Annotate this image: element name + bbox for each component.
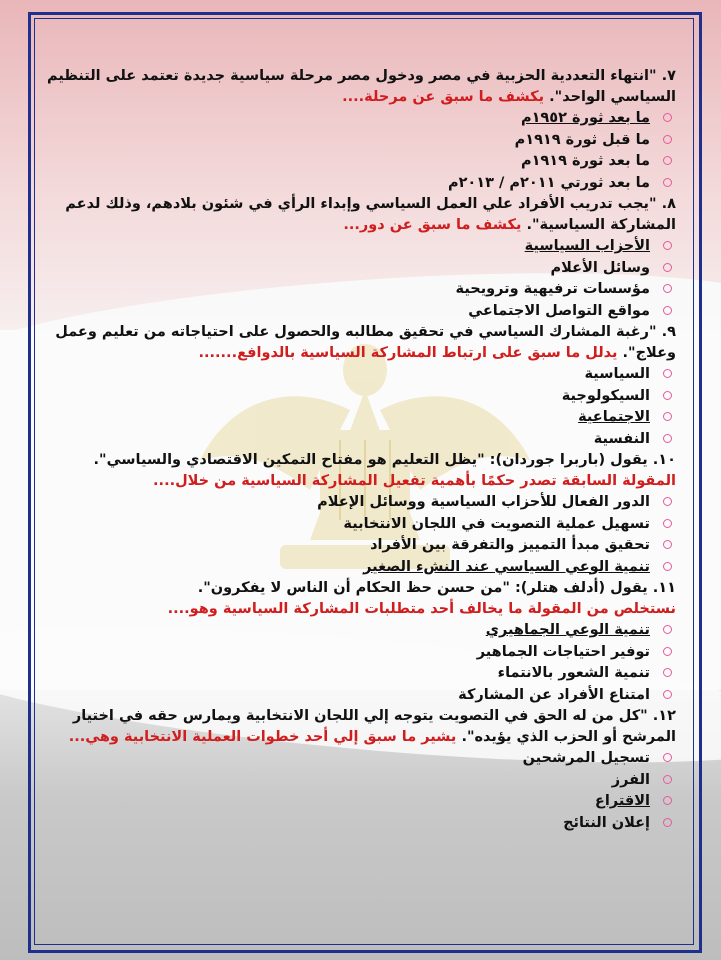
answer-option[interactable]: تنمية الوعي الجماهيري bbox=[46, 620, 676, 642]
answer-option[interactable]: السيكولوجية bbox=[46, 386, 676, 408]
question-hint: يشير ما سبق إلي أحد خطوات العملية الانتخابية وهي... bbox=[68, 729, 457, 745]
answer-option[interactable]: تنمية الشعور بالانتماء bbox=[46, 663, 676, 685]
question-text: ١٠. يقول (باربرا جوردان): "يظل التعليم هو مفتاح التمكين الاقتصادي والسياسي". bbox=[93, 452, 676, 468]
answer-option[interactable]: النفسية bbox=[46, 429, 676, 451]
answer-option[interactable]: تنمية الوعي السياسي عند النشء الصغير bbox=[46, 557, 676, 579]
question-7 bbox=[46, 66, 676, 194]
question-12 bbox=[46, 706, 676, 834]
radio-circle-icon[interactable] bbox=[663, 562, 672, 571]
radio-circle-icon[interactable] bbox=[663, 540, 672, 549]
question-text: ٩. "رغبة المشارك السياسي في تحقيق مطالبه والحصول على احتياجاته من تعليم وعمل وعلاج". يدلل ما سبق على ارتباط المشاركة السياسية بالدوافع....... bbox=[55, 324, 676, 361]
question-number: ٧. bbox=[661, 68, 676, 84]
radio-circle-icon[interactable] bbox=[663, 753, 672, 762]
radio-circle-icon[interactable] bbox=[663, 241, 672, 250]
question-number: ١٢. bbox=[652, 708, 676, 724]
answer-option[interactable]: تحقيق مبدأ التمييز والتفرقة بين الأفراد bbox=[46, 535, 676, 557]
answer-option[interactable]: ما قبل ثورة ١٩١٩م bbox=[46, 130, 676, 152]
answer-option[interactable]: تسهيل عملية التصويت في اللجان الانتخابية bbox=[46, 514, 676, 536]
radio-circle-icon[interactable] bbox=[663, 156, 672, 165]
questions-list bbox=[46, 66, 676, 834]
answer-option[interactable]: امتناع الأفراد عن المشاركة bbox=[46, 685, 676, 707]
question-text: ١٢. "كل من له الحق في التصويت يتوجه إلي اللجان الانتخابية ويمارس حقه في اختيار المرشح أو الحزب الذي يؤيده". يشير ما سبق إلي أحد خطوات العملية الانتخابية وهي... bbox=[68, 708, 676, 745]
answer-option[interactable]: ما بعد ثورة ١٩٥٢م bbox=[46, 108, 676, 130]
radio-circle-icon[interactable] bbox=[663, 690, 672, 699]
radio-circle-icon[interactable] bbox=[663, 668, 672, 677]
answer-option[interactable]: الأحزاب السياسية bbox=[46, 236, 676, 258]
question-hint: يكشف ما سبق عن مرحلة.... bbox=[342, 89, 545, 105]
answer-option[interactable]: توفير احتياجات الجماهير bbox=[46, 642, 676, 664]
question-number: ٩. bbox=[661, 324, 676, 340]
question-9 bbox=[46, 322, 676, 450]
question-number: ١٠. bbox=[652, 452, 676, 468]
radio-circle-icon[interactable] bbox=[663, 391, 672, 400]
radio-circle-icon[interactable] bbox=[663, 625, 672, 634]
answer-option[interactable]: ما بعد ثورة ١٩١٩م bbox=[46, 151, 676, 173]
question-11 bbox=[46, 578, 676, 706]
answer-option[interactable]: ما بعد ثورتي ٢٠١١م / ٢٠١٣م bbox=[46, 173, 676, 195]
question-prompt: المقولة السابقة تصدر حكمًا بأهمية تفعيل المشاركة السياسية من خلال.... bbox=[153, 473, 676, 489]
answer-option[interactable]: وسائل الأعلام bbox=[46, 258, 676, 280]
question-prompt: نستخلص من المقولة ما يخالف أحد متطلبات المشاركة السياسية وهو.... bbox=[167, 601, 676, 617]
radio-circle-icon[interactable] bbox=[663, 306, 672, 315]
answer-option[interactable]: تسجيل المرشحين bbox=[46, 748, 676, 770]
radio-circle-icon[interactable] bbox=[663, 796, 672, 805]
radio-circle-icon[interactable] bbox=[663, 135, 672, 144]
answer-option[interactable]: الفرز bbox=[46, 770, 676, 792]
answer-option[interactable]: مواقع التواصل الاجتماعي bbox=[46, 301, 676, 323]
radio-circle-icon[interactable] bbox=[663, 412, 672, 421]
answer-option[interactable]: الدور الفعال للأحزاب السياسية ووسائل الإعلام bbox=[46, 492, 676, 514]
radio-circle-icon[interactable] bbox=[663, 434, 672, 443]
radio-circle-icon[interactable] bbox=[663, 818, 672, 827]
radio-circle-icon[interactable] bbox=[663, 775, 672, 784]
radio-circle-icon[interactable] bbox=[663, 519, 672, 528]
question-hint: يدلل ما سبق على ارتباط المشاركة السياسية بالدوافع....... bbox=[198, 345, 618, 361]
question-number: ٨. bbox=[661, 196, 676, 212]
radio-circle-icon[interactable] bbox=[663, 647, 672, 656]
radio-circle-icon[interactable] bbox=[663, 263, 672, 272]
answer-option[interactable]: مؤسسات ترفيهية وترويحية bbox=[46, 279, 676, 301]
answer-option[interactable]: الاجتماعية bbox=[46, 407, 676, 429]
question-number: ١١. bbox=[652, 580, 676, 596]
question-text: ٧. "انتهاء التعددية الحزبية في مصر ودخول مصر مرحلة سياسية جديدة تعتمد على التنظيم السياسي الواحد". يكشف ما سبق عن مرحلة.... bbox=[46, 68, 676, 105]
radio-circle-icon[interactable] bbox=[663, 113, 672, 122]
answer-option[interactable]: السياسية bbox=[46, 364, 676, 386]
radio-circle-icon[interactable] bbox=[663, 178, 672, 187]
question-text: ٨. "يجب تدريب الأفراد علي العمل السياسي وإبداء الرأي في شئون بلادهم، وذلك لدعم المشاركة السياسية". يكشف ما سبق عن دور... bbox=[65, 196, 676, 233]
question-hint: يكشف ما سبق عن دور... bbox=[343, 217, 522, 233]
answer-option[interactable]: إعلان النتائج bbox=[46, 813, 676, 835]
question-text: ١١. يقول (أدلف هتلر): "من حسن حظ الحكام أن الناس لا يفكرون". bbox=[197, 580, 676, 596]
radio-circle-icon[interactable] bbox=[663, 369, 672, 378]
radio-circle-icon[interactable] bbox=[663, 497, 672, 506]
question-10 bbox=[46, 450, 676, 578]
radio-circle-icon[interactable] bbox=[663, 284, 672, 293]
question-8 bbox=[46, 194, 676, 322]
answer-option[interactable]: الاقتراع bbox=[46, 791, 676, 813]
